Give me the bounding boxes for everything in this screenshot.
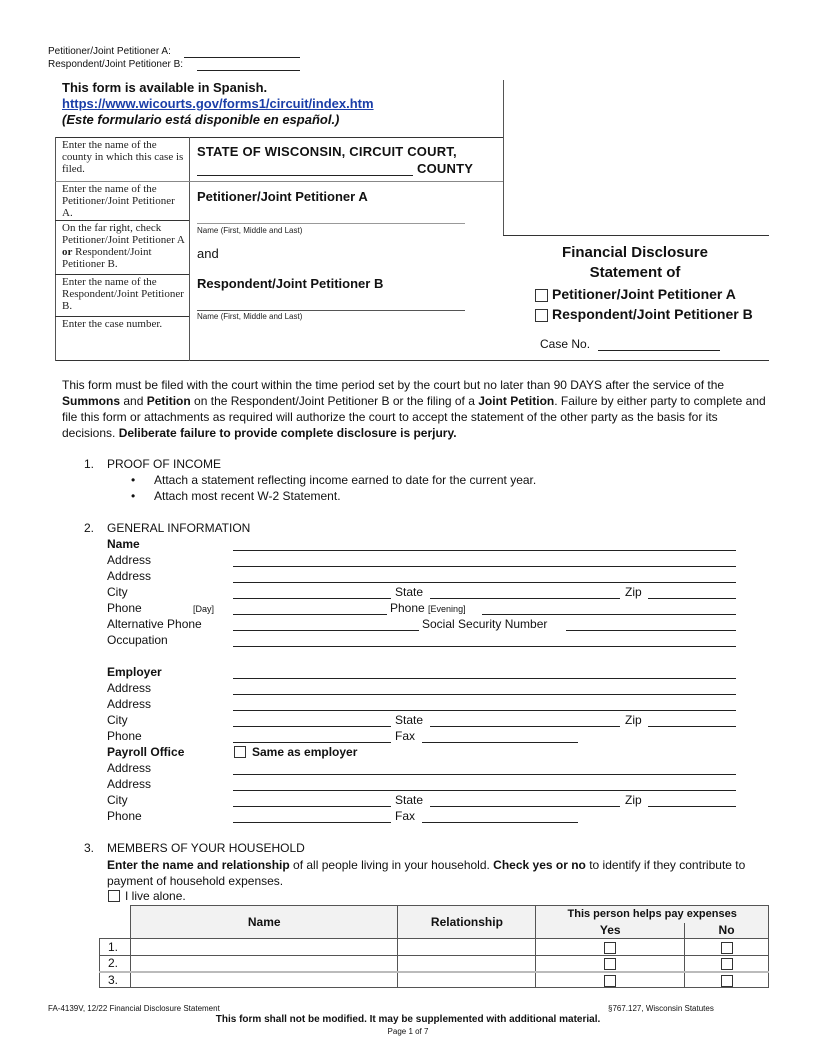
col-header-name: Name bbox=[130, 906, 398, 939]
intro-text: on the Respondent/Joint Petitioner B or the filing of a bbox=[190, 394, 479, 408]
respondent-b-checkbox[interactable] bbox=[535, 309, 548, 322]
section1-title: PROOF OF INCOME bbox=[107, 457, 221, 471]
employer-address1-field[interactable] bbox=[233, 694, 736, 695]
respondent-b-name-hint: Name (First, Middle and Last) bbox=[197, 312, 303, 321]
state-field[interactable] bbox=[430, 598, 620, 599]
county-field[interactable] bbox=[197, 175, 413, 176]
caption-row-divider-2 bbox=[55, 220, 189, 221]
employer-zip-field[interactable] bbox=[648, 726, 736, 727]
employer-phone-field[interactable] bbox=[233, 742, 391, 743]
occupation-label: Occupation bbox=[107, 633, 168, 647]
city-label: City bbox=[107, 585, 128, 599]
employer-city-field[interactable] bbox=[233, 726, 391, 727]
caption-row-divider-1 bbox=[55, 181, 503, 182]
name-label: Name bbox=[107, 537, 140, 551]
col-header-relationship: Relationship bbox=[398, 906, 536, 939]
table-row bbox=[100, 939, 769, 956]
employer-fax-label: Fax bbox=[395, 729, 416, 743]
employer-state-field[interactable] bbox=[430, 726, 620, 727]
row-number: 2. bbox=[100, 956, 131, 972]
alt-phone-label: Alternative Phone bbox=[107, 617, 202, 631]
footer-notice: This form shall not be modified. It may be supplemented with additional material. bbox=[215, 1014, 601, 1025]
section1-number: 1. bbox=[84, 457, 95, 471]
member-name-cell[interactable] bbox=[130, 972, 398, 988]
address1-label: Address bbox=[107, 553, 152, 567]
zip-field[interactable] bbox=[648, 598, 736, 599]
caption-divider-horizontal bbox=[503, 235, 769, 236]
intro-text: This form must be filed with the court within the time period set by the court but no later than 90 DAYS after the service of the bbox=[62, 378, 725, 392]
yes-checkbox[interactable] bbox=[604, 975, 616, 987]
instruction-text: Respondent/Joint Petitioner B. bbox=[62, 246, 152, 270]
table-row bbox=[100, 972, 769, 988]
instruction-petitioner-a: Enter the name of the Petitioner/Joint Petitioner A. bbox=[62, 183, 175, 219]
payroll-address1-label: Address bbox=[107, 761, 152, 775]
employer-phone-label: Phone bbox=[107, 729, 142, 743]
section1-bullet-1: Attach a statement reflecting income earned to date for the current year. bbox=[154, 473, 537, 487]
same-as-employer-label: Same as employer bbox=[252, 745, 358, 759]
yes-checkbox[interactable] bbox=[604, 942, 616, 954]
spanish-notice: This form is available in Spanish. bbox=[62, 80, 268, 95]
payroll-state-label: State bbox=[395, 793, 424, 807]
same-as-employer-checkbox[interactable] bbox=[234, 746, 246, 758]
address1-field[interactable] bbox=[233, 566, 736, 567]
instruction-text: of all people living in your household. bbox=[289, 858, 494, 872]
instruction-bold: Check yes or no bbox=[493, 858, 586, 872]
bullet-icon: • bbox=[131, 473, 136, 487]
intro-paragraph bbox=[62, 377, 770, 441]
no-checkbox[interactable] bbox=[721, 942, 733, 954]
address2-label: Address bbox=[107, 569, 152, 583]
section3-number: 3. bbox=[84, 841, 95, 855]
payroll-address1-field[interactable] bbox=[233, 774, 736, 775]
instruction-text: to identify if they contribute to payment of household expenses. bbox=[107, 858, 746, 888]
petitioner-a-checkbox[interactable] bbox=[535, 289, 548, 302]
table-row bbox=[100, 956, 769, 972]
instruction-case-number: Enter the case number. bbox=[62, 318, 163, 330]
petitioner-a-title: Petitioner/Joint Petitioner A bbox=[197, 189, 368, 204]
form-title-line2: Statement of bbox=[589, 264, 681, 281]
payroll-zip-field[interactable] bbox=[648, 806, 736, 807]
no-checkbox[interactable] bbox=[721, 975, 733, 987]
intro-bold-petition: Petition bbox=[146, 394, 191, 408]
caption-top-border bbox=[55, 137, 503, 138]
respondent-b-option-label: Respondent/Joint Petitioner B bbox=[552, 306, 753, 322]
employer-city-label: City bbox=[107, 713, 128, 727]
occupation-field[interactable] bbox=[233, 646, 736, 647]
day-qualifier: [Day] bbox=[193, 604, 215, 614]
petitioner-a-header-label: Petitioner/Joint Petitioner A: bbox=[48, 46, 171, 57]
section3-instructions bbox=[107, 857, 772, 889]
yes-checkbox[interactable] bbox=[604, 958, 616, 970]
evening-qualifier: [Evening] bbox=[428, 604, 466, 614]
payroll-address2-field[interactable] bbox=[233, 790, 736, 791]
payroll-office-label: Payroll Office bbox=[107, 745, 185, 759]
address2-field[interactable] bbox=[233, 582, 736, 583]
no-cell bbox=[685, 972, 769, 988]
city-field[interactable] bbox=[233, 598, 391, 599]
footer-form-id: FA-4139V, 12/22 Financial Disclosure Statement bbox=[48, 1004, 220, 1013]
row-number: 3. bbox=[100, 972, 131, 988]
alt-phone-field[interactable] bbox=[233, 630, 419, 631]
member-name-cell[interactable] bbox=[130, 939, 398, 956]
petitioner-a-name-field[interactable] bbox=[197, 223, 465, 224]
yes-cell bbox=[536, 939, 685, 956]
employer-address2-label: Address bbox=[107, 697, 152, 711]
employer-fax-field[interactable] bbox=[422, 742, 578, 743]
member-relationship-cell[interactable] bbox=[398, 939, 536, 956]
form-title-line1: Financial Disclosure bbox=[562, 244, 708, 261]
yes-cell bbox=[536, 956, 685, 972]
ssn-label: Social Security Number bbox=[422, 617, 548, 631]
phone-text: Phone bbox=[390, 601, 425, 615]
instruction-bold: Enter the name and relationship bbox=[107, 858, 290, 872]
instruction-check-party bbox=[62, 222, 190, 270]
footer-page-number: Page 1 of 7 bbox=[387, 1027, 429, 1036]
caption-divider-vertical bbox=[503, 80, 504, 236]
case-no-field[interactable] bbox=[598, 350, 720, 351]
row-number: 1. bbox=[100, 939, 131, 956]
respondent-b-name-field[interactable] bbox=[197, 310, 465, 311]
caption-row-divider-3 bbox=[55, 274, 189, 275]
table-corner bbox=[100, 906, 131, 939]
phone-evening-field[interactable] bbox=[482, 614, 736, 615]
respondent-b-header-label: Respondent/Joint Petitioner B: bbox=[48, 59, 184, 70]
intro-bold-summons: Summons bbox=[62, 394, 121, 408]
col-header-helps-pay: This person helps pay expenses bbox=[536, 906, 769, 923]
payroll-phone-field[interactable] bbox=[233, 822, 391, 823]
live-alone-checkbox[interactable] bbox=[108, 890, 120, 902]
instruction-respondent-b: Enter the name of the Respondent/Joint Petitioner B. bbox=[62, 276, 184, 312]
payroll-address2-label: Address bbox=[107, 777, 152, 791]
respondent-b-title: Respondent/Joint Petitioner B bbox=[197, 276, 384, 291]
caption-left-border bbox=[55, 137, 56, 361]
employer-zip-label: Zip bbox=[625, 713, 642, 727]
caption-row-divider-4 bbox=[55, 316, 189, 317]
col-header-yes: Yes bbox=[536, 923, 685, 939]
caption-bottom-border bbox=[55, 360, 769, 361]
petitioner-a-name-hint: Name (First, Middle and Last) bbox=[197, 226, 303, 235]
payroll-city-field[interactable] bbox=[233, 806, 391, 807]
instruction-or: or bbox=[62, 246, 73, 258]
section2-title: GENERAL INFORMATION bbox=[107, 521, 251, 535]
section3-title: MEMBERS OF YOUR HOUSEHOLD bbox=[107, 841, 305, 855]
member-relationship-cell[interactable] bbox=[398, 956, 536, 972]
bullet-icon: • bbox=[131, 489, 136, 503]
state-label: State bbox=[395, 585, 424, 599]
intro-perjury-warning: Deliberate failure to provide complete disclosure is perjury. bbox=[118, 426, 457, 440]
ssn-field[interactable] bbox=[566, 630, 736, 631]
phone-evening-label bbox=[390, 601, 466, 615]
respondent-b-header-field[interactable] bbox=[197, 70, 300, 71]
col-header-no: No bbox=[685, 923, 769, 939]
petitioner-a-option-label: Petitioner/Joint Petitioner A bbox=[552, 286, 736, 302]
and-text: and bbox=[197, 246, 219, 261]
footer-statute: §767.127, Wisconsin Statutes bbox=[608, 1004, 714, 1013]
intro-text: . Failure by either party to complete and file this form or attachments as required will authorize the court to accept the statement of the other party as the basis for its decisions. bbox=[62, 394, 766, 440]
spanish-forms-link[interactable]: https://www.wicourts.gov/forms1/circuit/index.htm bbox=[62, 96, 374, 111]
case-no-label: Case No. bbox=[540, 337, 591, 351]
section1-bullet-2: Attach most recent W-2 Statement. bbox=[154, 489, 341, 503]
payroll-state-field[interactable] bbox=[430, 806, 620, 807]
intro-text: and bbox=[120, 394, 147, 408]
instruction-text: On the far right, check Petitioner/Joint Petitioner A bbox=[62, 222, 185, 246]
employer-address1-label: Address bbox=[107, 681, 152, 695]
payroll-zip-label: Zip bbox=[625, 793, 642, 807]
spanish-note: (Este formulario está disponible en español.) bbox=[62, 112, 340, 127]
court-name: STATE OF WISCONSIN, CIRCUIT COURT, bbox=[197, 144, 457, 159]
no-cell bbox=[685, 939, 769, 956]
instruction-county: Enter the name of the county in which this case is filed. bbox=[62, 139, 184, 175]
zip-label: Zip bbox=[625, 585, 642, 599]
payroll-city-label: City bbox=[107, 793, 128, 807]
no-cell bbox=[685, 956, 769, 972]
live-alone-label: I live alone. bbox=[125, 889, 186, 903]
payroll-phone-label: Phone bbox=[107, 809, 142, 823]
payroll-fax-label: Fax bbox=[395, 809, 416, 823]
section2-number: 2. bbox=[84, 521, 95, 535]
no-checkbox[interactable] bbox=[721, 958, 733, 970]
member-name-cell[interactable] bbox=[130, 956, 398, 972]
yes-cell bbox=[536, 972, 685, 988]
phone-day-label: Phone bbox=[107, 601, 142, 615]
employer-field[interactable] bbox=[233, 678, 736, 679]
intro-bold-joint-petition: Joint Petition bbox=[478, 394, 555, 408]
payroll-fax-field[interactable] bbox=[422, 822, 578, 823]
county-label: COUNTY bbox=[417, 161, 474, 176]
phone-day-field[interactable] bbox=[233, 614, 387, 615]
employer-address2-field[interactable] bbox=[233, 710, 736, 711]
employer-state-label: State bbox=[395, 713, 424, 727]
name-field[interactable] bbox=[233, 550, 736, 551]
petitioner-a-header-field[interactable] bbox=[184, 57, 300, 58]
member-relationship-cell[interactable] bbox=[398, 972, 536, 988]
employer-label: Employer bbox=[107, 665, 162, 679]
household-table bbox=[99, 905, 769, 988]
